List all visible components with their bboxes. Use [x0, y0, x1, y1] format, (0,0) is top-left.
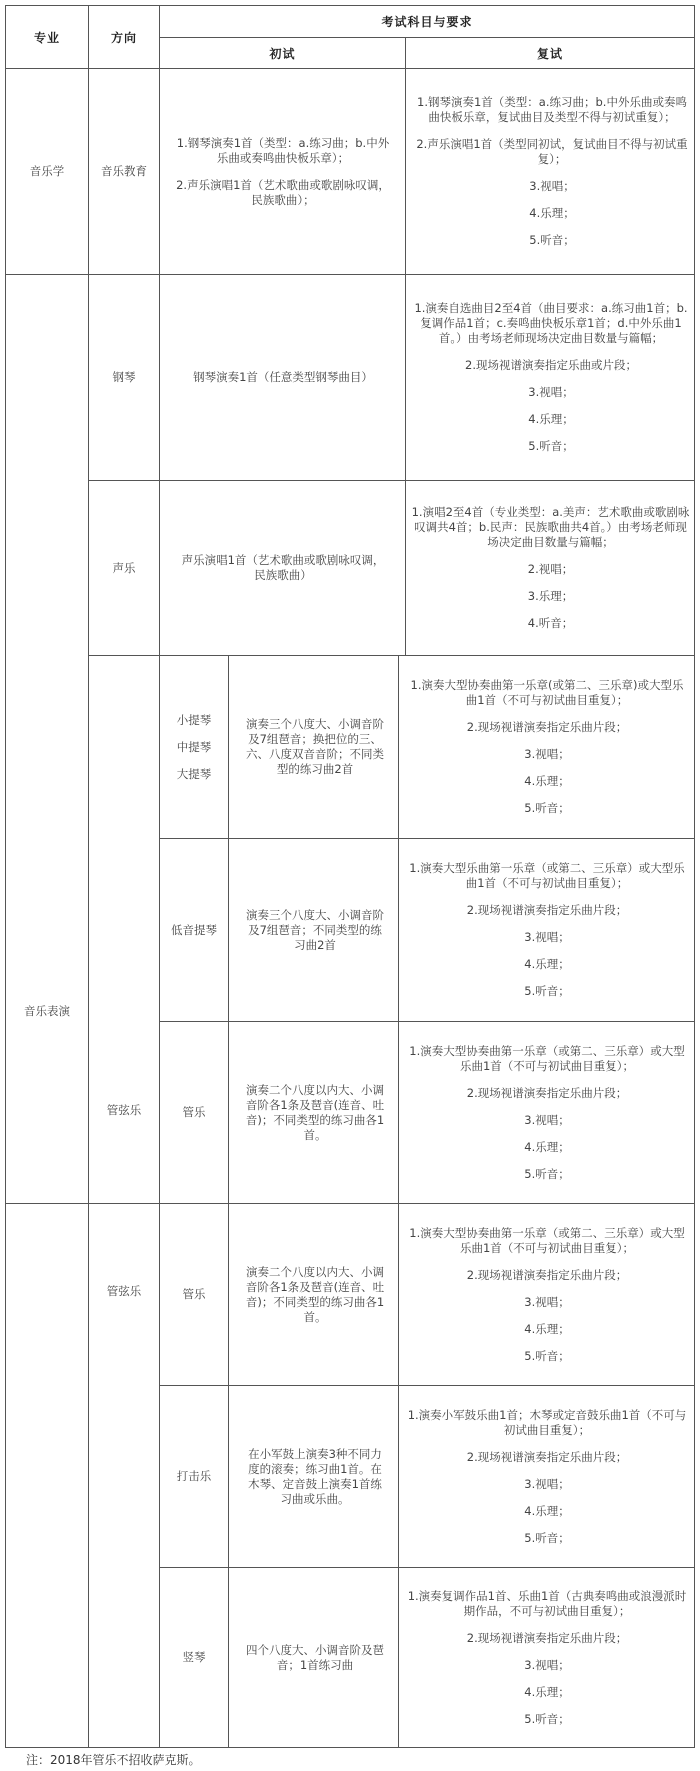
instrument-harp [160, 1568, 228, 1747]
instrument-label: 打击乐 [176, 1469, 212, 1483]
requirement-item: 2.现场视谱演奏指定乐曲片段； [466, 1449, 628, 1464]
header-major: 专业 [33, 30, 60, 45]
requirement-item: 演奏二个八度以内大、小调音阶各1条及琶音(连音、吐音)；不同类型的练习曲各1首。 [245, 1082, 385, 1142]
instrument-label: 小提琴 [176, 712, 212, 727]
header-direction-cell [89, 6, 159, 68]
initial-harp [240, 1568, 390, 1747]
requirement-item: 4.乐理； [524, 1503, 570, 1518]
final-music-education [412, 69, 692, 274]
header-initial-cell [160, 38, 405, 68]
header-initial: 初试 [269, 46, 296, 61]
requirement-item: 3.视唱； [524, 747, 570, 761]
requirement-item: 演奏三个八度大、小调音阶及7组琶音；不同类型的练习曲2首 [246, 907, 384, 952]
rule [5, 1747, 694, 1748]
final-winds-a [402, 1022, 692, 1203]
final-percussion [402, 1386, 692, 1567]
initial-voice [172, 481, 394, 655]
instrument-double-bass [160, 839, 228, 1021]
requirement-item: 5.听音； [528, 439, 574, 453]
final-voice [407, 481, 694, 655]
requirement-item: 4.乐理； [529, 206, 575, 220]
final-harp [402, 1568, 692, 1747]
requirement-item: 2.视唱； [527, 562, 574, 576]
requirement-item: 2.现场视谱演奏指定乐曲片段； [466, 1630, 628, 1645]
instrument-label: 管乐 [182, 1105, 206, 1119]
requirement-item: 1.钢琴演奏1首（类型：a.练习曲；b.中外乐曲或奏鸣曲快板乐章，复试曲目及类型不得与初试重复）； [417, 95, 687, 124]
requirement-item: 2.现场视谱演奏指定乐曲片段； [466, 720, 628, 734]
requirement-item: 2.声乐演唱1首（艺术歌曲或歌剧咏叹调，民族歌曲）； [176, 177, 390, 207]
header-subjects-cell [160, 6, 694, 37]
direction-label: 声乐 [112, 560, 136, 575]
requirement-item: 在小军鼓上演奏3种不同力度的滚奏；练习曲1首。在木琴、定音鼓上演奏1首练习曲或乐曲。 [248, 1446, 382, 1506]
major-label: 音乐表演 [24, 1003, 70, 1018]
direction-voice [89, 481, 159, 655]
rule [405, 37, 406, 655]
final-double-bass [402, 839, 692, 1021]
requirement-item: 2.现场视谱演奏指定乐曲或片段； [465, 358, 637, 372]
requirement-item: 1.演奏复调作品1首、乐曲1首（古典奏鸣曲或浪漫派时期作品，不可与初试曲目重复）； [407, 1588, 687, 1618]
requirement-item: 5.听音； [524, 1348, 570, 1363]
instrument-label: 竖琴 [182, 1650, 206, 1664]
instrument-winds-a [160, 1022, 228, 1203]
requirement-item: 4.乐理； [524, 957, 570, 971]
requirement-item: 5.听音； [529, 233, 575, 247]
requirement-item: 4.听音； [527, 616, 574, 630]
rule [159, 5, 160, 655]
requirement-item: 1.演奏小军鼓乐曲1首；木琴或定音鼓乐曲1首（不可与初试曲目重复）； [407, 1407, 687, 1437]
requirement-item: 2.现场视谱演奏指定乐曲片段； [466, 1085, 628, 1100]
rule [398, 655, 399, 1748]
initial-winds-b [240, 1204, 390, 1385]
initial-double-bass [240, 839, 390, 1021]
direction-piano [89, 275, 159, 480]
requirement-item: 5.听音； [524, 984, 570, 998]
final-strings [402, 656, 692, 838]
instrument-label: 大提琴 [176, 766, 212, 781]
requirement-item: 3.视唱； [529, 179, 575, 193]
requirement-item: 1.演奏大型协奏曲第一乐章（或第二、三乐章）或大型乐曲1首（不可与初试曲目重复）； [409, 1225, 685, 1255]
requirement-item: 声乐演唱1首（艺术歌曲或歌剧咏叹调，民族歌曲） [181, 553, 385, 582]
requirement-item: 2.声乐演唱1首（类型同初试，复试曲目不得与初试重复）； [416, 137, 688, 166]
requirement-item: 5.听音； [524, 1530, 570, 1545]
initial-percussion [240, 1386, 390, 1567]
direction-label: 钢琴 [112, 370, 136, 384]
direction-label: 管弦乐 [106, 1102, 142, 1117]
requirement-item: 4.乐理； [524, 1684, 570, 1699]
requirement-item: 四个八度大、小调音阶及琶音；1首练习曲 [246, 1642, 384, 1672]
header-final: 复试 [536, 46, 563, 61]
instrument-winds-b [160, 1204, 228, 1385]
direction-orchestral-a [89, 1090, 159, 1130]
instrument-percussion [160, 1386, 228, 1567]
requirement-item: 1.演奏大型协奏曲第一乐章(或第二、三乐章)或大型乐曲1首（不可与初试曲目重复）； [410, 678, 684, 707]
direction-label: 音乐教育 [101, 164, 147, 178]
requirement-item: 3.视唱； [524, 1657, 570, 1672]
footnote: 注：2018年管乐不招收萨克斯。 [26, 1753, 201, 1767]
requirement-item: 2.现场视谱演奏指定乐曲片段； [466, 903, 628, 917]
initial-winds-a [240, 1022, 390, 1203]
instrument-label: 低音提琴 [171, 922, 217, 937]
header-subjects: 考试科目与要求 [381, 15, 473, 29]
major-music-studies [6, 69, 88, 274]
header-final-cell [406, 38, 694, 68]
initial-music-education [168, 69, 398, 274]
major-music-performance [6, 275, 88, 1747]
final-piano [409, 275, 693, 480]
instrument-label: 中提琴 [176, 739, 212, 754]
requirement-item: 5.听音； [524, 801, 570, 815]
instrument-strings [160, 656, 228, 838]
requirement-item: 1.演奏自选曲目2至4首（曲目要求：a.练习曲1首；b.复调作品1首；c.奏鸣曲快板乐章1首；d.中外乐曲1首。）由考场老师现场决定曲目数量与篇幅； [414, 301, 688, 345]
requirement-item: 1.钢琴演奏1首（类型：a.练习曲；b.中外乐曲或奏鸣曲快板乐章）； [176, 135, 390, 165]
requirement-item: 3.视唱； [528, 385, 574, 399]
requirement-item: 5.听音； [524, 1711, 570, 1726]
direction-label: 管弦乐 [106, 1283, 142, 1298]
final-winds-b [402, 1204, 692, 1385]
direction-orchestral-b [89, 1271, 159, 1311]
requirement-item: 1.演唱2至4首（专业类型：a.美声：艺术歌曲或歌剧咏叹调共4首；b.民声：民族歌曲共4首。）由考场老师现场决定曲目数量与篇幅； [411, 505, 690, 549]
initial-strings [240, 656, 390, 838]
requirement-item: 4.乐理； [524, 1321, 570, 1336]
requirement-item: 演奏三个八度大、小调音阶及7组琶音；换把位的三、六、八度双音音阶；不同类型的练习曲2首 [246, 717, 384, 776]
requirement-item: 演奏二个八度以内大、小调音阶各1条及琶音(连音、吐音)；不同类型的练习曲各1首。 [245, 1264, 385, 1324]
requirement-item: 1.演奏大型乐曲第一乐章（或第二、三乐章）或大型乐曲1首（不可与初试曲目重复）； [409, 861, 685, 890]
header-major-cell [6, 6, 88, 68]
direction-music-education [89, 69, 159, 274]
requirement-item: 3.乐理； [527, 589, 574, 603]
requirement-item: 4.乐理； [524, 774, 570, 788]
rule [228, 655, 229, 1748]
requirement-item: 3.视唱； [524, 930, 570, 944]
rule [694, 5, 695, 1748]
requirement-item: 3.视唱； [524, 1112, 570, 1127]
initial-piano [168, 275, 398, 480]
major-label: 音乐学 [29, 164, 65, 178]
requirement-item: 2.现场视谱演奏指定乐曲片段； [466, 1267, 628, 1282]
requirement-item: 3.视唱； [524, 1294, 570, 1309]
requirement-item: 3.视唱； [524, 1476, 570, 1491]
requirement-item: 4.乐理； [528, 412, 574, 426]
requirement-item: 4.乐理； [524, 1139, 570, 1154]
requirement-item: 5.听音； [524, 1166, 570, 1181]
header-direction: 方向 [110, 30, 137, 45]
requirement-item: 1.演奏大型协奏曲第一乐章（或第二、三乐章）或大型乐曲1首（不可与初试曲目重复）； [409, 1043, 685, 1073]
requirement-item: 钢琴演奏1首（任意类型钢琴曲目） [193, 370, 373, 384]
instrument-label: 管乐 [182, 1287, 206, 1301]
